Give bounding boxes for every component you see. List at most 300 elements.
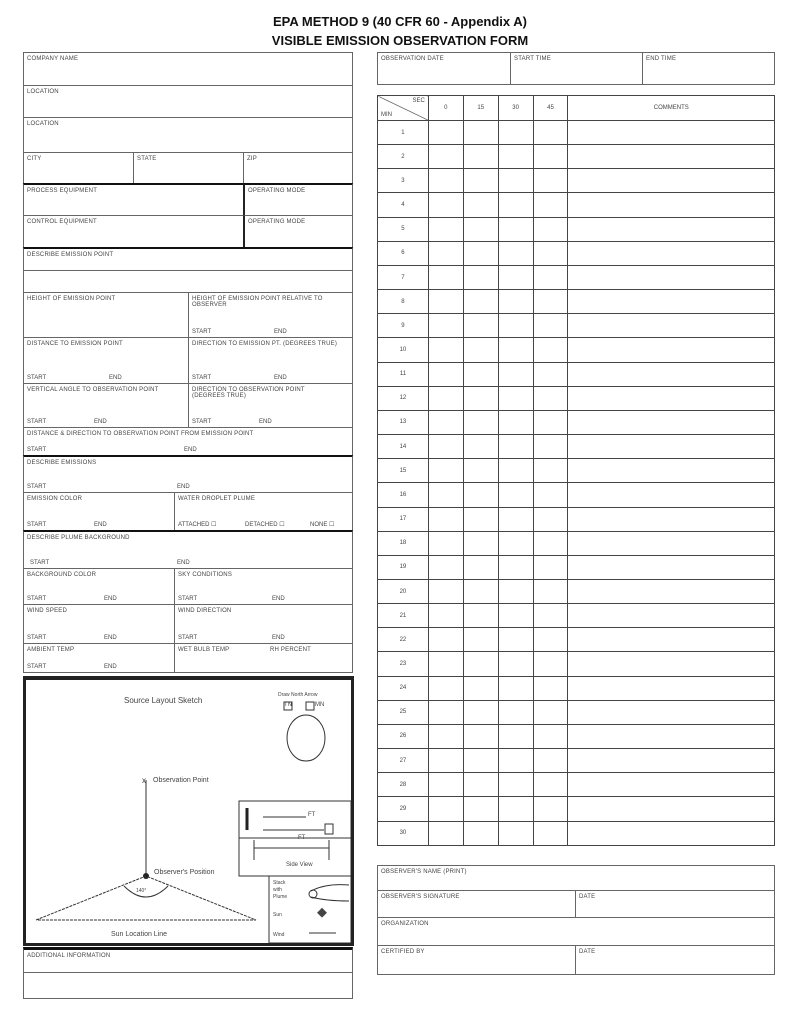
- opacity-cell[interactable]: [533, 435, 568, 459]
- x-mark-icon: x: [142, 776, 146, 785]
- opacity-cell[interactable]: [463, 773, 498, 797]
- opacity-cell[interactable]: [463, 459, 498, 483]
- north-arrow-circle: [287, 715, 325, 761]
- label: WET BULB TEMP: [178, 647, 230, 653]
- opacity-cell[interactable]: [533, 386, 568, 410]
- comments-cell[interactable]: [568, 483, 775, 507]
- opacity-cell[interactable]: [533, 459, 568, 483]
- comments-cell[interactable]: [568, 241, 775, 265]
- opacity-cell[interactable]: [463, 652, 498, 676]
- opacity-cell[interactable]: [533, 555, 568, 579]
- opacity-cell[interactable]: [463, 555, 498, 579]
- label: ORGANIZATION: [381, 921, 429, 927]
- table-row: [378, 121, 775, 145]
- table-row: [378, 410, 775, 434]
- ambient-temp-field[interactable]: [23, 643, 175, 673]
- label: HEIGHT OF EMISSION POINT: [27, 296, 116, 302]
- vertical-angle-field[interactable]: [23, 383, 189, 428]
- opacity-cell[interactable]: [498, 362, 533, 386]
- opacity-cell[interactable]: [463, 700, 498, 724]
- describe-emission-point-field[interactable]: [23, 247, 353, 271]
- minute-number: 23: [378, 652, 429, 676]
- column-header-sec-0: 0: [428, 96, 463, 121]
- table-row: [378, 507, 775, 531]
- organization-field[interactable]: [377, 917, 775, 946]
- opacity-cell[interactable]: [428, 676, 463, 700]
- start-label: START: [27, 635, 47, 641]
- start-label: START: [178, 596, 198, 602]
- location-field-1[interactable]: [23, 85, 353, 118]
- label: BACKGROUND COLOR: [27, 572, 97, 578]
- opacity-cell[interactable]: [428, 410, 463, 434]
- opacity-cell[interactable]: [498, 410, 533, 434]
- comments-cell[interactable]: [568, 555, 775, 579]
- opacity-cell[interactable]: [428, 338, 463, 362]
- minute-number: 13: [378, 410, 429, 434]
- zip-field[interactable]: [243, 152, 353, 184]
- opacity-cell[interactable]: [498, 217, 533, 241]
- comments-cell[interactable]: [568, 169, 775, 193]
- opacity-cell[interactable]: [533, 797, 568, 821]
- opacity-cell[interactable]: [463, 121, 498, 145]
- sun-icon: [317, 908, 327, 918]
- signature-date-field[interactable]: [575, 890, 775, 918]
- direction-observation-point-field[interactable]: [188, 383, 353, 428]
- observation-date-field[interactable]: [377, 52, 511, 85]
- opacity-cell[interactable]: [428, 628, 463, 652]
- comments-cell[interactable]: [568, 314, 775, 338]
- column-header-comments: COMMENTS: [568, 96, 775, 121]
- opacity-cell[interactable]: [428, 362, 463, 386]
- opacity-cell[interactable]: [498, 700, 533, 724]
- opacity-cell[interactable]: [533, 410, 568, 434]
- minute-number: 9: [378, 314, 429, 338]
- label: DIRECTION TO OBSERVATION POINT (DEGREES TRUE): [192, 387, 305, 399]
- comments-cell[interactable]: [568, 749, 775, 773]
- wind-direction-field[interactable]: [174, 604, 353, 644]
- comments-cell[interactable]: [568, 507, 775, 531]
- opacity-cell[interactable]: [428, 724, 463, 748]
- sketch-drawing: [26, 680, 351, 943]
- opacity-cell[interactable]: [498, 241, 533, 265]
- end-label: END: [274, 329, 287, 335]
- comments-cell[interactable]: [568, 362, 775, 386]
- comments-cell[interactable]: [568, 193, 775, 217]
- opacity-cell[interactable]: [533, 579, 568, 603]
- sec-min-corner: [378, 96, 429, 121]
- angle-label: 140°: [136, 888, 147, 894]
- comments-cell[interactable]: [568, 628, 775, 652]
- comments-cell[interactable]: [568, 724, 775, 748]
- comments-cell[interactable]: [568, 531, 775, 555]
- observation-point-label: Observation Point: [153, 777, 209, 784]
- comments-cell[interactable]: [568, 700, 775, 724]
- opacity-cell[interactable]: [463, 145, 498, 169]
- opacity-cell[interactable]: [428, 531, 463, 555]
- comments-cell[interactable]: [568, 459, 775, 483]
- opacity-cell[interactable]: [463, 724, 498, 748]
- opacity-cell[interactable]: [498, 821, 533, 845]
- opacity-cell[interactable]: [533, 362, 568, 386]
- mn-checkbox-label[interactable]: MN: [315, 702, 325, 708]
- column-header-sec-45: 45: [533, 96, 568, 121]
- end-label: END: [259, 419, 272, 425]
- opacity-cell[interactable]: [533, 821, 568, 845]
- comments-cell[interactable]: [568, 265, 775, 289]
- opacity-cell[interactable]: [498, 121, 533, 145]
- comments-cell[interactable]: [568, 290, 775, 314]
- minute-number: 30: [378, 821, 429, 845]
- label: AMBIENT TEMP: [27, 647, 75, 653]
- comments-cell[interactable]: [568, 652, 775, 676]
- opacity-cell[interactable]: [428, 652, 463, 676]
- start-time-field[interactable]: [510, 52, 643, 85]
- opacity-cell[interactable]: [428, 749, 463, 773]
- wind-label: Wind: [273, 932, 285, 938]
- comments-cell[interactable]: [568, 821, 775, 845]
- start-label: START: [27, 664, 47, 670]
- opacity-cell[interactable]: [498, 338, 533, 362]
- end-label: END: [104, 596, 117, 602]
- comments-cell[interactable]: [568, 435, 775, 459]
- opacity-cell[interactable]: [498, 652, 533, 676]
- opacity-cell[interactable]: [463, 169, 498, 193]
- attached-checkbox[interactable]: ATTACHED ☐: [178, 522, 217, 528]
- certified-date-field[interactable]: [575, 945, 775, 975]
- tn-checkbox-label[interactable]: TN: [284, 702, 292, 708]
- label: WIND SPEED: [27, 608, 68, 614]
- table-row: [378, 531, 775, 555]
- minute-number: 15: [378, 459, 429, 483]
- opacity-cell[interactable]: [463, 290, 498, 314]
- label: HEIGHT OF EMISSION POINT RELATIVE TO OBSERVER: [192, 296, 323, 308]
- opacity-cell[interactable]: [498, 604, 533, 628]
- opacity-cell[interactable]: [533, 749, 568, 773]
- label: WATER DROPLET PLUME: [178, 496, 256, 502]
- table-row: [378, 821, 775, 845]
- minute-number: 26: [378, 724, 429, 748]
- opacity-cell[interactable]: [533, 290, 568, 314]
- opacity-cell[interactable]: [428, 773, 463, 797]
- opacity-cell[interactable]: [533, 241, 568, 265]
- end-label: END: [94, 419, 107, 425]
- opacity-cell[interactable]: [498, 773, 533, 797]
- opacity-cell[interactable]: [428, 193, 463, 217]
- opacity-cell[interactable]: [428, 241, 463, 265]
- opacity-cell[interactable]: [428, 700, 463, 724]
- opacity-cell[interactable]: [533, 652, 568, 676]
- opacity-cell[interactable]: [498, 555, 533, 579]
- height-relative-field[interactable]: [188, 292, 353, 338]
- opacity-cell[interactable]: [428, 797, 463, 821]
- label: EMISSION COLOR: [27, 496, 83, 502]
- opacity-cell[interactable]: [428, 483, 463, 507]
- label: OBSERVATION DATE: [381, 56, 444, 62]
- opacity-cell[interactable]: [463, 314, 498, 338]
- opacity-cell[interactable]: [533, 338, 568, 362]
- opacity-cell[interactable]: [498, 386, 533, 410]
- end-label: END: [109, 375, 122, 381]
- start-label: START: [27, 375, 47, 381]
- minute-number: 14: [378, 435, 429, 459]
- table-row: [378, 724, 775, 748]
- emission-color-field[interactable]: [23, 492, 175, 531]
- opacity-cell[interactable]: [533, 531, 568, 555]
- opacity-cell[interactable]: [463, 193, 498, 217]
- opacity-cell[interactable]: [463, 435, 498, 459]
- observer-name-field[interactable]: [377, 865, 775, 891]
- minute-number: 17: [378, 507, 429, 531]
- opacity-cell[interactable]: [533, 773, 568, 797]
- start-label: START: [192, 329, 212, 335]
- minute-number: 3: [378, 169, 429, 193]
- company-name-field[interactable]: [23, 52, 353, 86]
- sky-conditions-field[interactable]: [174, 568, 353, 605]
- comments-cell[interactable]: [568, 217, 775, 241]
- opacity-cell[interactable]: [428, 314, 463, 338]
- minute-number: 12: [378, 386, 429, 410]
- opacity-cell[interactable]: [498, 459, 533, 483]
- end-label: END: [104, 635, 117, 641]
- opacity-cell[interactable]: [428, 290, 463, 314]
- opacity-cell[interactable]: [428, 435, 463, 459]
- opacity-cell[interactable]: [428, 145, 463, 169]
- label: OPERATING MODE: [248, 188, 306, 194]
- operating-mode-field-2[interactable]: [243, 215, 353, 248]
- minute-number: 21: [378, 604, 429, 628]
- opacity-cell[interactable]: [498, 193, 533, 217]
- control-equipment-field[interactable]: [23, 215, 244, 248]
- opacity-cell[interactable]: [463, 604, 498, 628]
- opacity-cell[interactable]: [463, 579, 498, 603]
- opacity-cell[interactable]: [463, 821, 498, 845]
- ft-label: FT: [308, 812, 316, 818]
- location-field-2[interactable]: [23, 117, 353, 153]
- additional-information-field[interactable]: [23, 947, 353, 973]
- opacity-cell[interactable]: [428, 169, 463, 193]
- opacity-cell[interactable]: [463, 749, 498, 773]
- label: OBSERVER'S SIGNATURE: [381, 894, 460, 900]
- label: CONTROL EQUIPMENT: [27, 219, 97, 225]
- minute-number: 1: [378, 121, 429, 145]
- opacity-cell[interactable]: [533, 217, 568, 241]
- opacity-cell[interactable]: [498, 169, 533, 193]
- additional-information-line[interactable]: [23, 972, 353, 999]
- distance-emission-point-field[interactable]: [23, 337, 189, 384]
- opacity-cell[interactable]: [428, 121, 463, 145]
- opacity-cell[interactable]: [428, 604, 463, 628]
- mn-checkbox: [306, 702, 314, 710]
- describe-emission-point-line[interactable]: [23, 270, 353, 293]
- angle-arc: [124, 886, 168, 897]
- label: VERTICAL ANGLE TO OBSERVATION POINT: [27, 387, 159, 393]
- label: PROCESS EQUIPMENT: [27, 188, 98, 194]
- opacity-cell[interactable]: [533, 724, 568, 748]
- column-header-sec-15: 15: [463, 96, 498, 121]
- operating-mode-field[interactable]: [243, 183, 353, 216]
- table-row: [378, 676, 775, 700]
- label: DATE: [579, 949, 596, 955]
- opacity-cell[interactable]: [463, 362, 498, 386]
- opacity-cell[interactable]: [498, 290, 533, 314]
- opacity-cell[interactable]: [463, 386, 498, 410]
- column-header-sec-30: 30: [498, 96, 533, 121]
- minute-number: 19: [378, 555, 429, 579]
- opacity-cell[interactable]: [533, 265, 568, 289]
- opacity-cell[interactable]: [533, 676, 568, 700]
- comments-cell[interactable]: [568, 797, 775, 821]
- opacity-cell[interactable]: [498, 314, 533, 338]
- describe-emissions-field[interactable]: [23, 455, 353, 493]
- opacity-cell[interactable]: [498, 265, 533, 289]
- table-row: [378, 145, 775, 169]
- opacity-cell[interactable]: [498, 749, 533, 773]
- opacity-cell[interactable]: [463, 507, 498, 531]
- label: ZIP: [247, 156, 257, 162]
- label: DESCRIBE EMISSIONS: [27, 460, 97, 466]
- label: CITY: [27, 156, 42, 162]
- opacity-cell[interactable]: [428, 459, 463, 483]
- height-emission-point-field[interactable]: [23, 292, 189, 338]
- table-row: [378, 169, 775, 193]
- label: OBSERVER'S NAME (PRINT): [381, 869, 467, 875]
- opacity-cell[interactable]: [498, 579, 533, 603]
- comments-cell[interactable]: [568, 145, 775, 169]
- observer-signature-field[interactable]: [377, 890, 576, 918]
- opacity-cell[interactable]: [463, 797, 498, 821]
- wet-bulb-temp-field[interactable]: [174, 643, 353, 673]
- end-label: END: [184, 447, 197, 453]
- opacity-cell[interactable]: [428, 386, 463, 410]
- table-row: [378, 193, 775, 217]
- opacity-cell[interactable]: [533, 604, 568, 628]
- form-subtitle: VISIBLE EMISSION OBSERVATION FORM: [271, 33, 529, 48]
- end-label: END: [177, 560, 190, 566]
- opacity-cell[interactable]: [498, 435, 533, 459]
- minute-number: 11: [378, 362, 429, 386]
- state-field[interactable]: [133, 152, 244, 184]
- source-layout-sketch[interactable]: [23, 676, 354, 946]
- comments-cell[interactable]: [568, 604, 775, 628]
- table-row: [378, 241, 775, 265]
- comments-cell[interactable]: [568, 579, 775, 603]
- table-row: [378, 386, 775, 410]
- city-field[interactable]: [23, 152, 134, 184]
- opacity-cell[interactable]: [533, 483, 568, 507]
- opacity-cell[interactable]: [498, 531, 533, 555]
- process-equipment-field[interactable]: [23, 183, 244, 216]
- opacity-cell[interactable]: [463, 338, 498, 362]
- opacity-cell[interactable]: [498, 724, 533, 748]
- water-droplet-plume-field: [174, 492, 353, 531]
- opacity-cell[interactable]: [533, 628, 568, 652]
- direction-emission-point-field[interactable]: [188, 337, 353, 384]
- table-row: [378, 362, 775, 386]
- opacity-cell[interactable]: [533, 314, 568, 338]
- comments-cell[interactable]: [568, 676, 775, 700]
- rh-percent-label: RH PERCENT: [270, 647, 312, 653]
- minute-number: 16: [378, 483, 429, 507]
- end-time-field[interactable]: [642, 52, 775, 85]
- end-label: END: [272, 635, 285, 641]
- opacity-cell[interactable]: [463, 217, 498, 241]
- label: ADDITIONAL INFORMATION: [27, 953, 111, 959]
- opacity-cell[interactable]: [428, 821, 463, 845]
- opacity-cell[interactable]: [463, 265, 498, 289]
- opacity-cell[interactable]: [428, 555, 463, 579]
- opacity-cell[interactable]: [428, 507, 463, 531]
- describe-background-field[interactable]: [23, 530, 353, 569]
- minute-number: 27: [378, 749, 429, 773]
- minute-number: 7: [378, 265, 429, 289]
- opacity-cell[interactable]: [533, 145, 568, 169]
- minute-number: 18: [378, 531, 429, 555]
- end-label: END: [274, 375, 287, 381]
- minute-number: 28: [378, 773, 429, 797]
- comments-cell[interactable]: [568, 773, 775, 797]
- opacity-cell[interactable]: [498, 483, 533, 507]
- certified-by-field[interactable]: [377, 945, 576, 975]
- comments-cell[interactable]: [568, 121, 775, 145]
- stack-with-plume-label: Stack with Plume: [273, 880, 288, 900]
- opacity-cell[interactable]: [463, 531, 498, 555]
- distance-direction-field[interactable]: [23, 427, 353, 456]
- side-view-label: Side View: [286, 862, 313, 868]
- none-checkbox[interactable]: NONE ☐: [310, 522, 335, 528]
- opacity-cell[interactable]: [533, 700, 568, 724]
- opacity-cell[interactable]: [463, 676, 498, 700]
- opacity-cell[interactable]: [533, 121, 568, 145]
- background-color-field[interactable]: [23, 568, 175, 605]
- opacity-cell[interactable]: [463, 241, 498, 265]
- start-label: START: [192, 419, 212, 425]
- label: DIRECTION TO EMISSION PT. (DEGREES TRUE): [192, 341, 338, 347]
- opacity-cell[interactable]: [463, 628, 498, 652]
- end-label: END: [94, 522, 107, 528]
- opacity-cell[interactable]: [428, 579, 463, 603]
- end-label: END: [177, 484, 190, 490]
- comments-cell[interactable]: [568, 410, 775, 434]
- comments-cell[interactable]: [568, 338, 775, 362]
- opacity-cell[interactable]: [533, 193, 568, 217]
- opacity-cell[interactable]: [533, 507, 568, 531]
- table-row: [378, 604, 775, 628]
- opacity-cell[interactable]: [498, 145, 533, 169]
- wind-speed-field[interactable]: [23, 604, 175, 644]
- opacity-cell[interactable]: [463, 483, 498, 507]
- opacity-cell[interactable]: [498, 628, 533, 652]
- table-row: [378, 773, 775, 797]
- label: END TIME: [646, 56, 677, 62]
- table-row: [378, 797, 775, 821]
- opacity-cell[interactable]: [498, 507, 533, 531]
- detached-checkbox[interactable]: DETACHED ☐: [245, 522, 285, 528]
- sun-label: Sun: [273, 912, 282, 918]
- table-row: [378, 314, 775, 338]
- opacity-cell[interactable]: [428, 265, 463, 289]
- opacity-cell[interactable]: [463, 410, 498, 434]
- comments-cell[interactable]: [568, 386, 775, 410]
- minute-number: 24: [378, 676, 429, 700]
- minute-number: 8: [378, 290, 429, 314]
- opacity-cell[interactable]: [533, 169, 568, 193]
- start-label: START: [178, 635, 198, 641]
- opacity-cell[interactable]: [428, 217, 463, 241]
- table-row: [378, 652, 775, 676]
- minute-number: 5: [378, 217, 429, 241]
- opacity-cell[interactable]: [498, 797, 533, 821]
- opacity-cell[interactable]: [498, 676, 533, 700]
